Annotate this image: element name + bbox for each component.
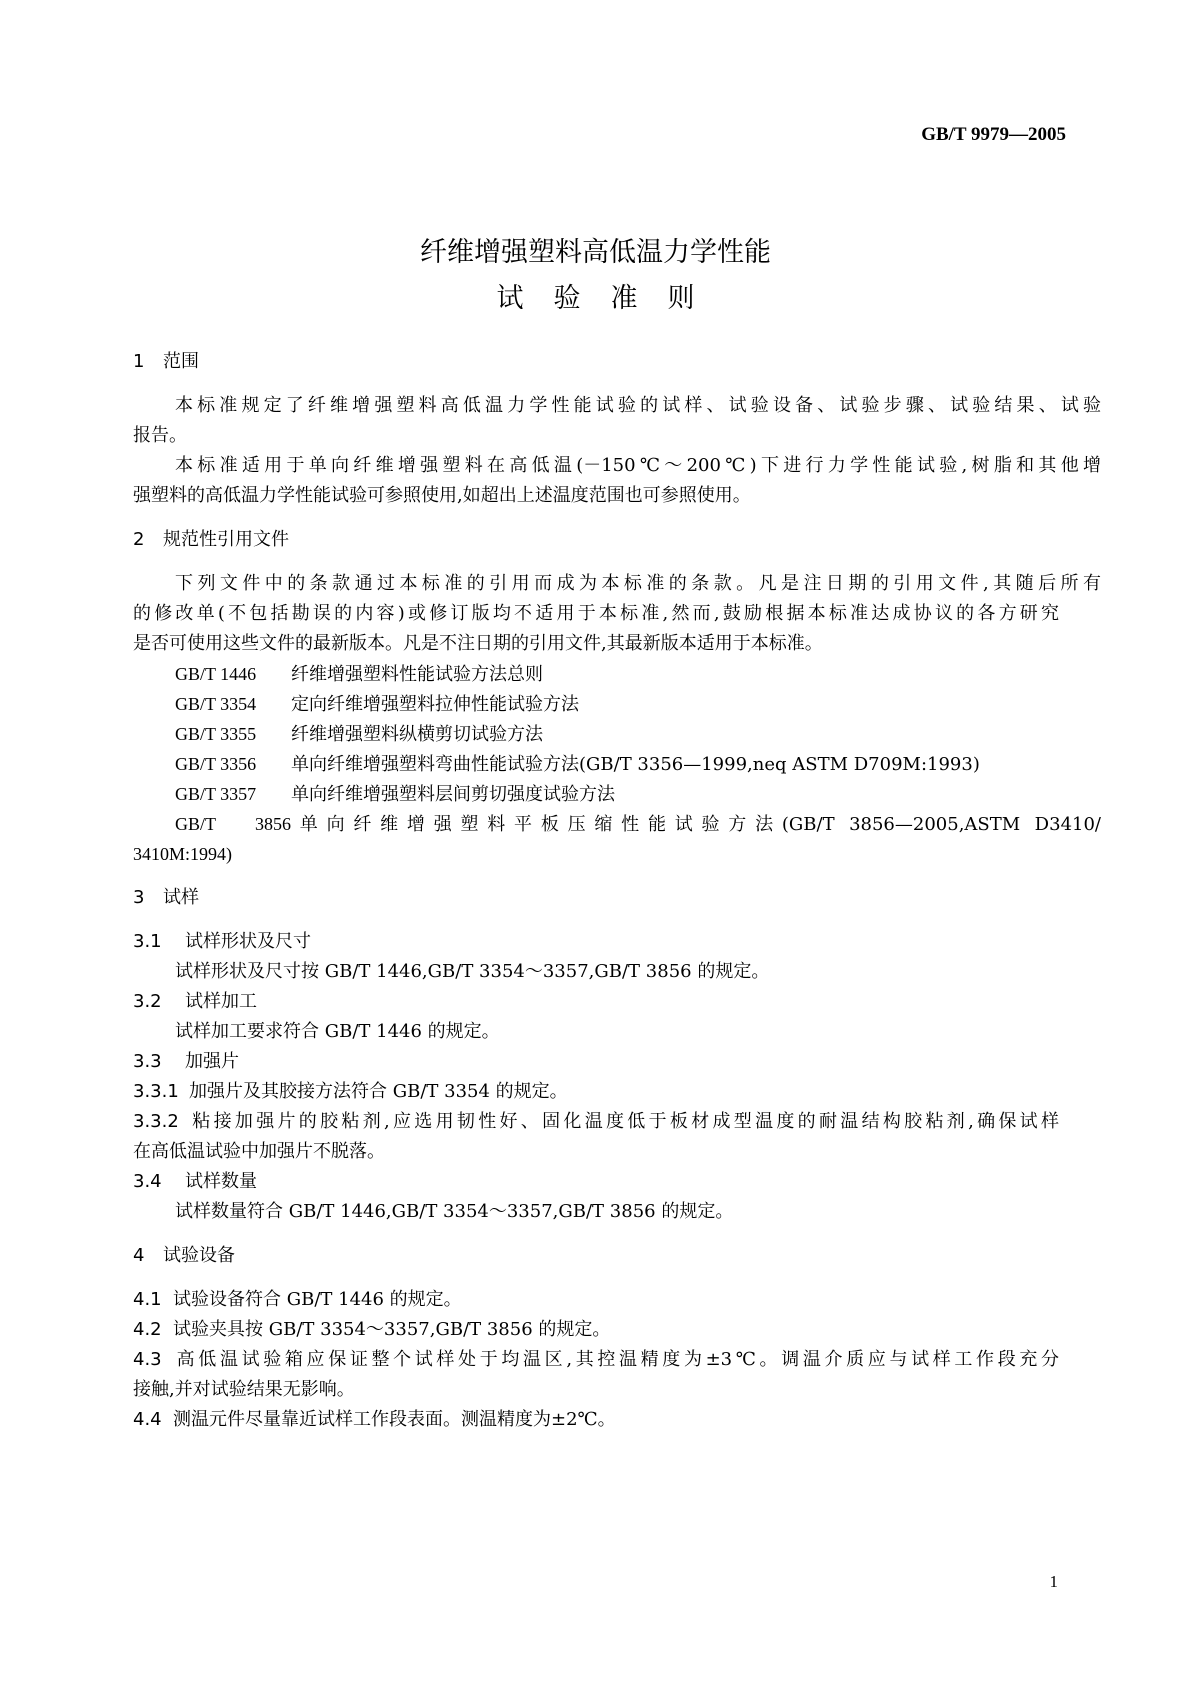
clause-4-3 xyxy=(133,1346,1059,1374)
paragraph-cont: 的修改单(不包括勘误的内容)或修订版均不适用于本标准,然而,鼓励根据本标准达成协议的各方研究 xyxy=(133,603,1059,624)
clause-text: 试验设备符合 GB/T 1446 的规定。 xyxy=(173,1289,462,1310)
clause-3-3-1 xyxy=(133,1078,1059,1106)
section-title: 范围 xyxy=(163,351,199,372)
clause-text: 试验夹具按 GB/T 3354～3357,GB/T 3856 的规定。 xyxy=(173,1319,611,1340)
clause-text: 粘接加强片的胶粘剂,应选用韧性好、固化温度低于板材成型温度的耐温结构胶粘剂,确保试样 xyxy=(189,1111,1059,1132)
section-title: 试样 xyxy=(163,887,199,908)
paragraph: 本标准规定了纤维增强塑料高低温力学性能试验的试样、试验设备、试验步骤、试验结果、试验 xyxy=(175,395,1101,416)
section-number: 2 xyxy=(133,529,145,550)
reference-item xyxy=(133,780,1101,809)
section-2-heading xyxy=(133,526,1059,554)
paragraph-cont: 报告。 xyxy=(133,425,187,446)
clause-text: 高低温试验箱应保证整个试样处于均温区,其控温精度为±3℃。调温介质应与试样工作段充分 xyxy=(173,1349,1059,1370)
reference-title: 单向纤维增强塑料弯曲性能试验方法(GB/T 3356—1999,neq ASTM D709M:1993) xyxy=(291,754,980,775)
subsection-3-2-heading xyxy=(133,988,1059,1016)
reference-item xyxy=(133,690,1101,719)
clause-cont: 在高低温试验中加强片不脱落。 xyxy=(133,1141,385,1162)
reference-item xyxy=(133,750,1101,779)
reference-title: 单向纤维增强塑料层间剪切强度试验方法 xyxy=(291,784,615,805)
section-number: 4 xyxy=(133,1245,145,1266)
section-3-heading xyxy=(133,884,1059,912)
subsection-3-1-heading xyxy=(133,928,1059,956)
paragraph-cont: 是否可使用这些文件的最新版本。凡是不注日期的引用文件,其最新版本适用于本标准。 xyxy=(133,633,823,654)
reference-code: GB/T 3354 xyxy=(175,694,257,714)
section-title: 试样数量 xyxy=(185,1171,257,1192)
paragraph: 试样加工要求符合 GB/T 1446 的规定。 xyxy=(175,1021,500,1042)
reference-code: GB/T 1446 xyxy=(175,664,257,684)
section-title: 试样加工 xyxy=(185,991,257,1012)
reference-title: 定向纤维增强塑料拉伸性能试验方法 xyxy=(291,694,579,715)
reference-item xyxy=(133,720,1101,749)
section-number: 3.1 xyxy=(133,931,162,952)
clause-number: 3.3.1 xyxy=(133,1081,179,1102)
reference-item xyxy=(133,810,1101,839)
section-title: 规范性引用文件 xyxy=(163,529,289,550)
subsection-3-3-heading xyxy=(133,1048,1059,1076)
section-number: 1 xyxy=(133,351,145,372)
section-1-heading xyxy=(133,348,1059,376)
clause-3-3-2 xyxy=(133,1108,1059,1136)
section-number: 3.4 xyxy=(133,1171,162,1192)
paragraph: 试样数量符合 GB/T 1446,GB/T 3354～3357,GB/T 3856 的规定。 xyxy=(175,1201,734,1222)
reference-item xyxy=(133,660,1101,689)
clause-text: 加强片及其胶接方法符合 GB/T 3354 的规定。 xyxy=(189,1081,568,1102)
paragraph: 下列文件中的条款通过本标准的引用而成为本标准的条款。凡是注日期的引用文件,其随后所有 xyxy=(175,573,1101,594)
reference-title: 纤维增强塑料纵横剪切试验方法 xyxy=(291,724,543,745)
standard-number: GB/T 9979—2005 xyxy=(921,124,1066,145)
reference-code: GB/T 3856 xyxy=(175,814,291,834)
clause-number: 3.3.2 xyxy=(133,1111,179,1132)
reference-item-cont: 3410M:1994) xyxy=(133,844,232,864)
paragraph: 本标准适用于单向纤维增强塑料在高低温(－150℃～200℃)下进行力学性能试验,树脂和其他增 xyxy=(175,455,1101,476)
document-title-line1: 纤维增强塑料高低温力学性能 xyxy=(420,237,771,268)
paragraph: 试样形状及尺寸按 GB/T 1446,GB/T 3354～3357,GB/T 3856 的规定。 xyxy=(175,961,770,982)
clause-cont: 接触,并对试验结果无影响。 xyxy=(133,1379,355,1400)
clause-4-1 xyxy=(133,1286,1059,1314)
section-number: 3.3 xyxy=(133,1051,162,1072)
reference-title: 纤维增强塑料性能试验方法总则 xyxy=(291,664,543,685)
section-title: 试样形状及尺寸 xyxy=(185,931,311,952)
clause-4-2 xyxy=(133,1316,1059,1344)
section-4-heading xyxy=(133,1242,1059,1270)
section-number: 3 xyxy=(133,887,145,908)
document-title-line2: 试验准则 xyxy=(496,283,725,314)
page-number: 1 xyxy=(1049,1572,1058,1591)
reference-code: GB/T 3357 xyxy=(175,784,257,804)
section-number: 3.2 xyxy=(133,991,162,1012)
clause-number: 4.4 xyxy=(133,1409,162,1430)
clause-text: 测温元件尽量靠近试样工作段表面。测温精度为±2℃。 xyxy=(173,1409,616,1430)
reference-code: GB/T 3355 xyxy=(175,724,257,744)
clause-number: 4.3 xyxy=(133,1349,162,1370)
clause-4-4 xyxy=(133,1406,1059,1434)
section-title: 加强片 xyxy=(185,1051,239,1072)
clause-number: 4.1 xyxy=(133,1289,162,1310)
paragraph-cont: 强塑料的高低温力学性能试验可参照使用,如超出上述温度范围也可参照使用。 xyxy=(133,485,751,506)
reference-code: GB/T 3356 xyxy=(175,754,257,774)
reference-title: 单向纤维增强塑料平板压缩性能试验方法(GB/T 3856—2005,ASTM D3410/ xyxy=(291,814,1101,835)
clause-number: 4.2 xyxy=(133,1319,162,1340)
section-title: 试验设备 xyxy=(163,1245,235,1266)
subsection-3-4-heading xyxy=(133,1168,1059,1196)
